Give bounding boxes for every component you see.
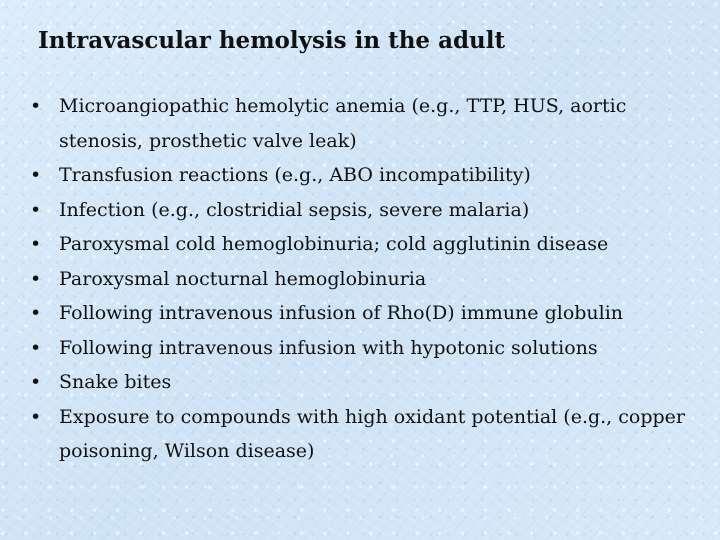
list-item [30, 89, 690, 158]
bullet-icon: • [30, 95, 42, 117]
bullet-icon: • [30, 336, 42, 359]
bullet-icon: • [30, 267, 42, 290]
list-item-text: Following intravenous infusion of Rho(D) immune globulin [59, 302, 624, 324]
bullet-icon: • [30, 164, 42, 186]
list-item-text: Snake bites [59, 371, 172, 393]
list-item [30, 193, 690, 228]
list-item [30, 331, 690, 366]
list-item [30, 296, 690, 331]
list-item [30, 158, 690, 193]
list-item-text: Paroxysmal nocturnal hemoglobinuria [59, 267, 427, 290]
bullet-icon: • [30, 405, 42, 428]
list-item-text: Microangiopathic hemolytic anemia (e.g., TTP, HUS, aortic stenosis, prosthetic valve leak) [59, 95, 627, 152]
bullet-icon: • [30, 233, 42, 255]
list-item-text: Following intravenous infusion with hypotonic solutions [59, 336, 598, 359]
list-item [30, 400, 690, 469]
list-item-text: Paroxysmal cold hemoglobinuria; cold agglutinin disease [59, 233, 609, 255]
bullet-list [30, 89, 690, 469]
slide-title: Intravascular hemolysis in the adult [38, 27, 506, 54]
bullet-icon: • [30, 371, 42, 393]
bullet-icon: • [30, 198, 42, 221]
list-item-text: Infection (e.g., clostridial sepsis, severe malaria) [59, 198, 530, 221]
list-item [30, 365, 690, 400]
list-item-text: Exposure to compounds with high oxidant potential (e.g., copper poisoning, Wilson disease) [59, 405, 685, 462]
list-item [30, 262, 690, 297]
bullet-icon: • [30, 302, 42, 324]
list-item [30, 227, 690, 262]
list-item-text: Transfusion reactions (e.g., ABO incompatibility) [59, 164, 531, 186]
